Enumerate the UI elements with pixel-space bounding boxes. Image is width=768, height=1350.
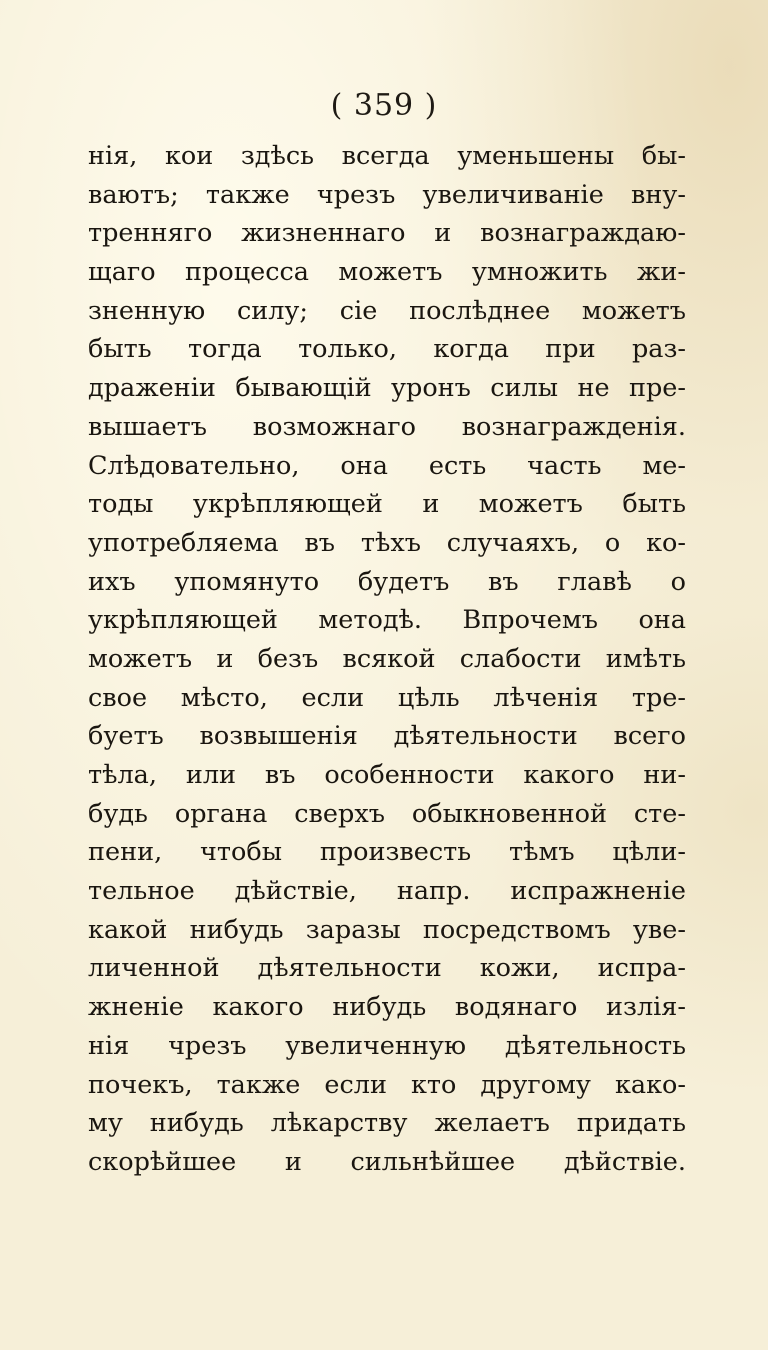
text-line: тѣла, или въ особенности какого ни-	[88, 760, 686, 790]
text-line: можетъ и безъ всякой слабости имѣть	[88, 643, 686, 674]
text-line: тоды укрѣпляющей и можетъ быть	[88, 489, 686, 520]
text-line: быть тогда только, когда при раз-	[88, 334, 686, 365]
text-line: ваютъ; также чрезъ увеличиваніе вну-	[88, 179, 686, 210]
text-line: скорѣйшее и сильнѣйшее дѣйствіе.	[88, 1146, 686, 1177]
page-number: ( 359 )	[330, 88, 438, 123]
text-line: пени, чтобы произвесть тѣмъ цѣли-	[88, 837, 686, 868]
text-line: драженіи бывающій уронъ силы не пре-	[88, 373, 686, 404]
text-line: жненіе какого нибудь водянаго излія-	[88, 992, 686, 1023]
text-line: тренняго жизненнаго и вознаграждаю-	[88, 218, 686, 249]
text-line: вышаетъ возможнаго вознагражденія.	[88, 411, 686, 442]
text-line: тельное дѣйствіе, напр. испражненіе	[88, 876, 686, 907]
text-line: зненную силу; сіе послѣднее можетъ	[88, 295, 686, 326]
text-line: буетъ возвышенія дѣятельности всего	[88, 721, 686, 752]
text-line: ихъ упомянуто будетъ въ главѣ о	[88, 566, 686, 597]
text-line: будь органа сверхъ обыкновенной сте-	[88, 798, 686, 829]
text-line: почекъ, также если кто другому како-	[88, 1069, 686, 1100]
text-line: личенной дѣятельности кожи, испра-	[88, 953, 686, 984]
text-line: нія, кои здѣсь всегда уменьшены бы-	[88, 141, 686, 171]
text-line: укрѣпляющей методѣ. Впрочемъ она	[88, 605, 686, 636]
text-line: Слѣдовательно, она есть часть ме-	[88, 450, 686, 481]
text-line: му нибудь лѣкарству желаетъ придать	[88, 1108, 686, 1139]
text-line: щаго процесса можетъ умножить жи-	[88, 257, 686, 288]
text-line: употребляема въ тѣхъ случаяхъ, о ко-	[88, 527, 686, 558]
text-line: какой нибудь заразы посредствомъ уве-	[88, 914, 686, 945]
body-text	[88, 137, 686, 1182]
text-line: свое мѣсто, если цѣль лѣченія тре-	[88, 682, 686, 713]
text-line: нія чрезъ увеличенную дѣятельность	[88, 1030, 686, 1061]
